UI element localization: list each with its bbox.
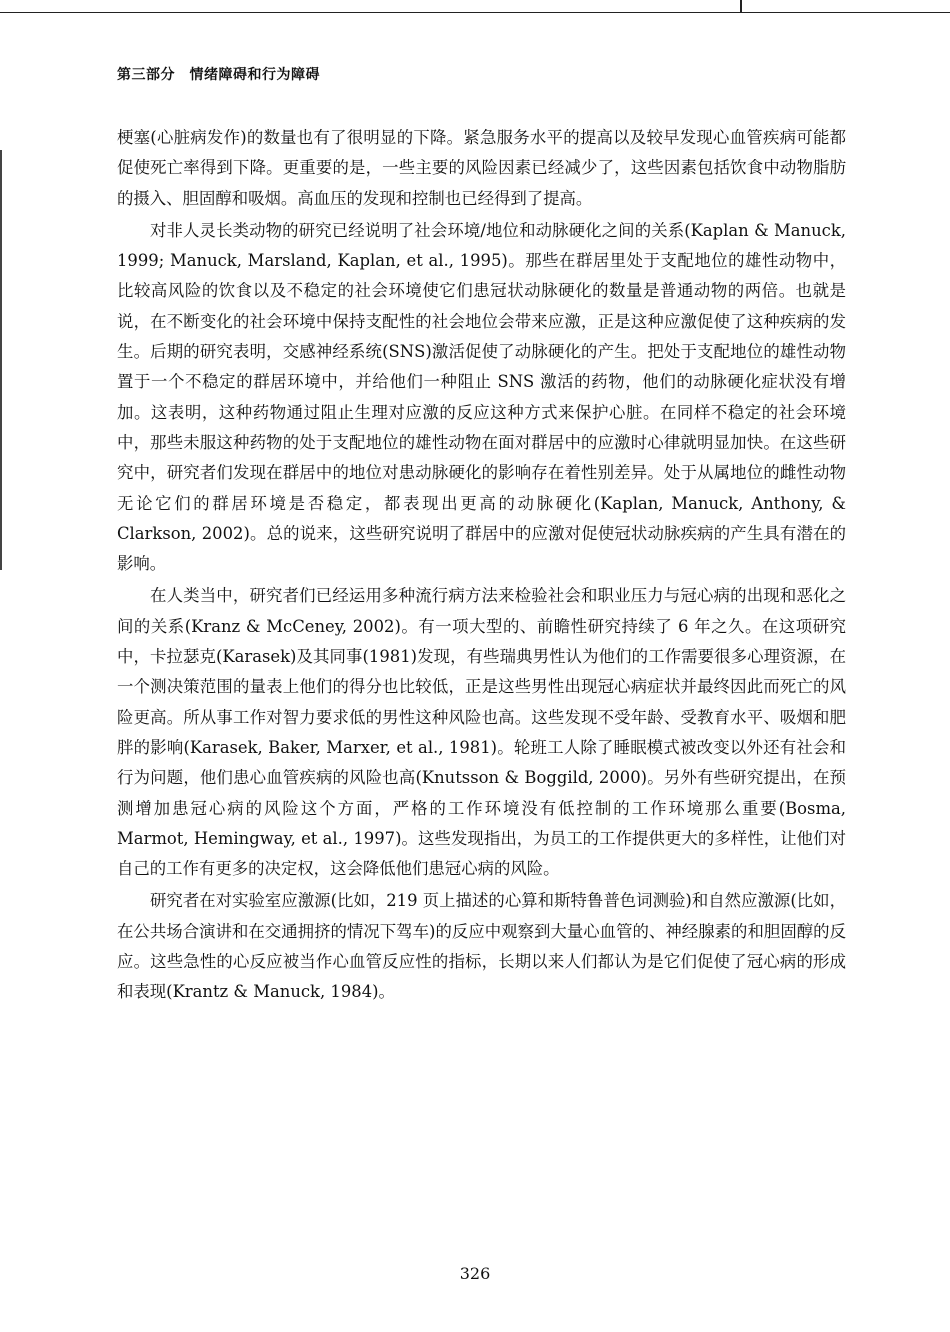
body-text — [117, 123, 846, 1008]
paragraph-3: 在人类当中，研究者们已经运用多种流行病方法来检验社会和职业压力与冠心病的出现和恶化之间的关系(Kranz & McCeney, 2002)。有一项大型的、前瞻性研究持续了 6 年之久。在这项研究中，卡拉瑟克(Karasek)及其同事(1981)发现，有些瑞典男性认为他们的工作需要很多心理资源，在一个测决策范围的量表上他们的得分也比较低，正是这些男性出现冠心病症状并最终因此而死亡的风险更高。所从事工作对智力要求低的男性这种风险也高。这些发现不受年龄、受教育水平、吸烟和肥胖的影响(Karasek, Baker, Marxer, et al., 1981)。轮班工人除了睡眠模式被改变以外还有社会和行为问题，他们患心血管疾病的风险也高(Knutsson & Boggild, 2000)。另外有些研究提出，在预测增加患冠心病的风险这个方面，严格的工作环境没有低控制的工作环境那么重要(Bosma, Marmot, Hemingway, et al., 1997)。这些发现指出，为员工的工作提供更大的多样性，让他们对自己的工作有更多的决定权，这会降低他们患冠心病的风险。 — [117, 586, 846, 879]
running-header: 第三部分 情绪障碍和行为障碍 — [117, 67, 320, 83]
paragraph-4: 研究者在对实验室应激源(比如，219 页上描述的心算和斯特鲁普色词测验)和自然应激源(比如，在公共场合演讲和在交通拥挤的情况下驾车)的反应中观察到大量心血管的、神经腺素的和胆固醇的反应。这些急性的心反应被当作心血管反应性的指标，长期以来人们都认为是它们促使了冠心病的形成和表现(Krantz & Manuck, 1984)。 — [117, 891, 846, 1002]
top-tick-mark — [740, 0, 742, 12]
top-rule — [0, 12, 950, 13]
paragraph-1: 梗塞(心脏病发作)的数量也有了很明显的下降。紧急服务水平的提高以及较早发现心血管疾病可能都促使死亡率得到下降。更重要的是，一些主要的风险因素已经减少了，这些因素包括饮食中动物脂肪的摄入、胆固醇和吸烟。高血压的发现和控制也已经得到了提高。 — [117, 128, 846, 208]
page-number: 326 — [459, 1264, 491, 1283]
paragraph-2: 对非人灵长类动物的研究已经说明了社会环境/地位和动脉硬化之间的关系(Kaplan & Manuck, 1999; Manuck, Marsland, Kaplan, et al., 1995)。那些在群居里处于支配地位的雄性动物中，比较高风险的饮食以及不稳定的社会环境使它们患冠状动脉硬化的数量是普通动物的两倍。也就是说，在不断变化的社会环境中保持支配性的社会地位会带来应激，正是这种应激促使了这种疾病的发生。后期的研究表明，交感神经系统(SNS)激活促使了动脉硬化的产生。把处于支配地位的雄性动物置于一个不稳定的群居环境中，并给他们一种阻止 SNS 激活的药物，他们的动脉硬化症状没有增加。这表明，这种药物通过阻止生理对应激的反应这种方式来保护心脏。在同样不稳定的社会环境中，那些未服这种药物的处于支配地位的雄性动物在面对群居中的应激时心律就明显加快。在这些研究中，研究者们发现在群居中的地位对患动脉硬化的影响存在着性别差异。处于从属地位的雌性动物无论它们的群居环境是否稳定，都表现出更高的动脉硬化(Kaplan, Manuck, Anthony, & Clarkson, 2002)。总的说来，这些研究说明了群居中的应激对促使冠状动脉疾病的产生具有潜在的影响。 — [117, 220, 846, 574]
left-margin-mark — [0, 150, 2, 570]
